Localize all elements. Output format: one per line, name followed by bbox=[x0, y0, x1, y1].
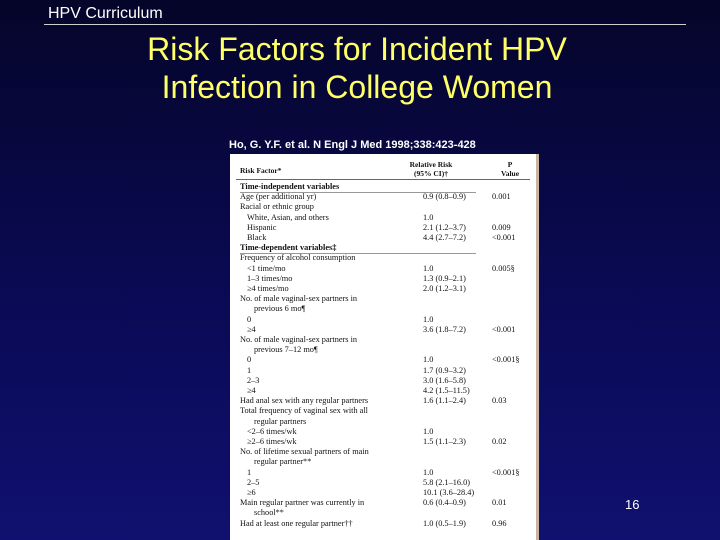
citation: Ho, G. Y.F. et al. N Engl J Med 1998;338:423-428 bbox=[229, 139, 476, 151]
row-relative-risk: 3.0 (1.6–5.8) bbox=[423, 375, 466, 385]
table-row bbox=[230, 519, 536, 529]
row-relative-risk: 10.1 (3.6–28.4) bbox=[423, 488, 475, 497]
row-label: <1 time/mo bbox=[247, 263, 286, 273]
row-label: 0 bbox=[247, 314, 252, 324]
col-header-rr-line2: (95% CI)† bbox=[414, 169, 448, 178]
row-label: ≥4 bbox=[247, 324, 256, 334]
row-p-value: <0.001§ bbox=[492, 467, 520, 477]
row-label: ≥4 bbox=[247, 386, 256, 395]
row-label: Time-dependent variables‡ bbox=[240, 243, 337, 253]
table-row bbox=[230, 417, 536, 427]
row-label: Racial or ethnic group bbox=[240, 202, 314, 212]
table-row bbox=[230, 366, 536, 376]
table-row bbox=[230, 488, 536, 498]
row-label: 2–3 bbox=[247, 375, 260, 385]
table-row bbox=[230, 202, 536, 212]
table-header-rule bbox=[236, 179, 530, 180]
table-row bbox=[230, 182, 536, 192]
row-relative-risk: 0.9 (0.8–0.9) bbox=[423, 192, 466, 202]
row-p-value: 0.96 bbox=[492, 518, 507, 528]
table-row bbox=[230, 233, 536, 243]
page-number: 16 bbox=[625, 497, 640, 512]
table-row bbox=[230, 386, 536, 396]
col-header-risk-factor: Risk Factor* bbox=[240, 166, 282, 175]
slide-title bbox=[0, 30, 720, 106]
row-label: school** bbox=[254, 508, 284, 518]
table-row bbox=[230, 304, 536, 314]
row-label: previous 7–12 mo¶ bbox=[254, 345, 318, 355]
row-relative-risk: 2.1 (1.2–3.7) bbox=[423, 222, 466, 232]
table-row bbox=[230, 345, 536, 355]
row-relative-risk: 5.8 (2.1–16.0) bbox=[423, 477, 471, 487]
row-relative-risk: 1.0 (0.5–1.9) bbox=[423, 518, 466, 528]
row-label: previous 6 mo¶ bbox=[254, 304, 306, 314]
row-label: Age (per additional yr) bbox=[240, 192, 317, 202]
row-label: 0 bbox=[247, 355, 252, 365]
col-header-p-line2: Value bbox=[500, 169, 520, 178]
table-row bbox=[230, 478, 536, 488]
table-row bbox=[230, 284, 536, 294]
row-relative-risk: 1.3 (0.9–2.1) bbox=[423, 273, 466, 283]
row-p-value: <0.001 bbox=[492, 324, 516, 334]
table-row bbox=[230, 315, 536, 325]
table-row bbox=[230, 192, 536, 202]
row-label: 1 bbox=[247, 467, 252, 477]
row-relative-risk: 1.5 (1.1–2.3) bbox=[423, 437, 466, 446]
row-label: 1–3 times/mo bbox=[247, 273, 293, 283]
row-relative-risk: 1.0 bbox=[423, 467, 434, 477]
row-label: Time-independent variables bbox=[240, 182, 340, 191]
row-p-value: 0.01 bbox=[492, 498, 507, 508]
table-row bbox=[230, 396, 536, 406]
row-label: <2–6 times/wk bbox=[247, 426, 297, 436]
table-row bbox=[230, 264, 536, 274]
table-row bbox=[230, 457, 536, 467]
row-label: Had at least one regular partner†† bbox=[240, 518, 353, 528]
table-row bbox=[230, 376, 536, 386]
row-relative-risk: 0.6 (0.4–0.9) bbox=[423, 498, 466, 508]
col-header-p-value bbox=[492, 160, 528, 178]
curriculum-label: HPV Curriculum bbox=[48, 5, 163, 22]
table-row bbox=[230, 498, 536, 508]
row-label: ≥6 bbox=[247, 488, 256, 497]
row-relative-risk: 1.6 (1.1–2.4) bbox=[423, 396, 466, 406]
table-row bbox=[230, 355, 536, 365]
row-label: No. of male vaginal-sex partners in bbox=[240, 294, 358, 304]
col-header-p-line1: P bbox=[507, 160, 513, 169]
header-rule bbox=[44, 24, 686, 25]
table-row bbox=[230, 427, 536, 437]
row-relative-risk: 4.4 (2.7–7.2) bbox=[423, 233, 466, 242]
table-row bbox=[230, 253, 536, 263]
table-row bbox=[230, 508, 536, 518]
row-label: Main regular partner was currently in bbox=[240, 498, 365, 508]
table-row bbox=[230, 223, 536, 233]
row-relative-risk: 1.0 bbox=[423, 263, 434, 273]
table-row bbox=[230, 468, 536, 478]
row-label: ≥4 times/mo bbox=[247, 284, 289, 293]
row-p-value: 0.02 bbox=[492, 437, 507, 446]
row-label: Frequency of alcohol consumption bbox=[240, 253, 356, 263]
row-label: White, Asian, and others bbox=[247, 212, 329, 222]
row-p-value: 0.005§ bbox=[492, 263, 515, 273]
title-line-1: Risk Factors for Incident HPV bbox=[147, 31, 567, 67]
table-row bbox=[230, 294, 536, 304]
row-label: No. of male vaginal-sex partners in bbox=[240, 335, 358, 344]
row-relative-risk: 1.0 bbox=[423, 314, 434, 324]
row-p-value: <0.001 bbox=[492, 233, 516, 242]
row-label: Black bbox=[247, 233, 267, 242]
row-label: No. of lifetime sexual partners of main bbox=[240, 447, 369, 457]
title-line-2: Infection in College Women bbox=[161, 69, 553, 105]
table-row bbox=[230, 335, 536, 345]
table-row bbox=[230, 406, 536, 416]
row-relative-risk: 3.6 (1.8–7.2) bbox=[423, 324, 466, 334]
row-relative-risk: 1.0 bbox=[423, 426, 434, 436]
table-row bbox=[230, 447, 536, 457]
row-label: Hispanic bbox=[247, 222, 277, 232]
table-row bbox=[230, 213, 536, 223]
row-p-value: 0.03 bbox=[492, 396, 507, 406]
row-label: 1 bbox=[247, 365, 252, 375]
table-row bbox=[230, 325, 536, 335]
row-relative-risk: 2.0 (1.2–3.1) bbox=[423, 284, 466, 293]
row-relative-risk: 4.2 (1.5–11.5) bbox=[423, 386, 470, 395]
row-p-value: <0.001§ bbox=[492, 355, 520, 365]
table-row bbox=[230, 437, 536, 447]
row-p-value: 0.001 bbox=[492, 192, 511, 202]
row-label: Had anal sex with any regular partners bbox=[240, 396, 369, 406]
row-relative-risk: 1.0 bbox=[423, 355, 434, 365]
col-header-relative-risk bbox=[401, 160, 461, 178]
col-header-rr-line1: Relative Risk bbox=[409, 160, 453, 169]
table-row bbox=[230, 274, 536, 284]
row-p-value: 0.009 bbox=[492, 222, 511, 232]
risk-factor-table bbox=[230, 154, 539, 540]
row-label: Total frequency of vaginal sex with all bbox=[240, 406, 368, 416]
row-label: 2–5 bbox=[247, 477, 260, 487]
row-label: regular partners bbox=[254, 416, 307, 426]
row-label: regular partner** bbox=[254, 457, 312, 467]
row-relative-risk: 1.7 (0.9–3.2) bbox=[423, 365, 466, 375]
row-label: ≥2–6 times/wk bbox=[247, 437, 297, 446]
table-row bbox=[230, 243, 536, 253]
row-relative-risk: 1.0 bbox=[423, 212, 434, 222]
